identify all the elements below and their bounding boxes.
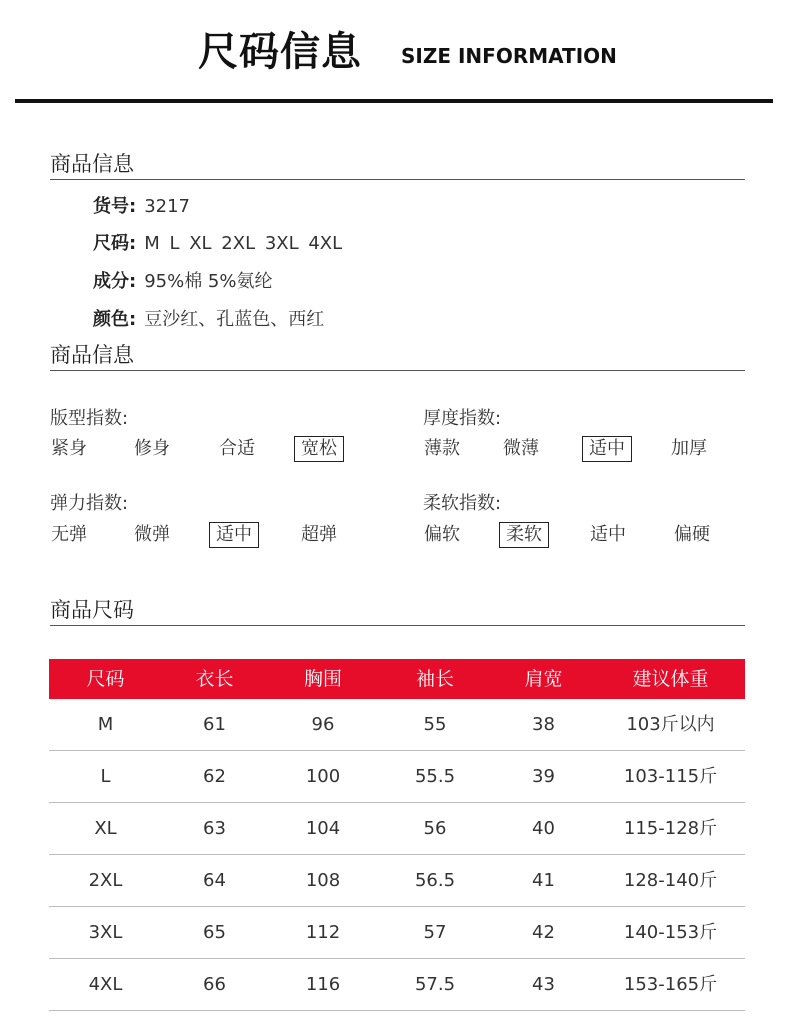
cell-length: 65: [203, 922, 226, 943]
fit-info-divider: [50, 370, 745, 371]
header-divider: [15, 99, 773, 103]
column-header-length: 衣长: [195, 668, 234, 690]
cell-shoulder: 39: [532, 766, 555, 787]
cell-sleeve: 57.5: [414, 974, 456, 995]
elasticity-index-title: 弹力指数:: [50, 493, 129, 514]
cell-size: L: [100, 766, 111, 787]
cell-shoulder: 42: [532, 922, 555, 943]
info-value: 豆沙红、孔蓝色、西红: [144, 309, 325, 330]
column-header-sleeve: 袖长: [415, 668, 454, 690]
fit-option-regular: 合适: [219, 438, 255, 459]
cell-chest: 104: [305, 818, 341, 839]
cell-size: XL: [94, 818, 117, 839]
cell-chest: 108: [305, 870, 341, 891]
cell-weight: 115-128斤: [623, 818, 718, 839]
cell-length: 64: [203, 870, 226, 891]
thickness-index-title: 厚度指数:: [423, 408, 502, 429]
softness-option-hard-leaning: 偏硬: [674, 524, 710, 545]
table-row: [49, 803, 745, 855]
info-label: 尺码:: [93, 233, 137, 254]
softness-option-soft-leaning: 偏软: [424, 524, 460, 545]
fit-option-slim: 修身: [134, 438, 170, 459]
size-table-header: [49, 659, 745, 699]
cell-weight: 103斤以内: [626, 714, 715, 735]
thickness-option-thin: 薄款: [424, 438, 460, 459]
cell-sleeve: 55: [423, 714, 447, 735]
softness-option-soft-selected: 柔软: [499, 522, 549, 548]
table-row: [49, 751, 745, 803]
cell-shoulder: 38: [532, 714, 555, 735]
elasticity-option-medium-selected: 适中: [209, 522, 259, 548]
table-row: [49, 907, 745, 959]
fit-option-tight: 紧身: [51, 438, 87, 459]
elasticity-option-none: 无弹: [51, 524, 87, 545]
cell-chest: 112: [305, 922, 341, 943]
size-table: [49, 659, 745, 1011]
fit-info-heading: 商品信息: [50, 343, 134, 367]
cell-sleeve: 55.5: [414, 766, 456, 787]
product-info-divider: [50, 179, 745, 180]
cell-chest: 100: [305, 766, 341, 787]
thickness-option-medium-selected: 适中: [582, 436, 632, 462]
column-header-shoulder: 肩宽: [524, 668, 563, 690]
info-value: 3217: [144, 196, 191, 217]
cell-sleeve: 57: [423, 922, 447, 943]
column-header-size: 尺码: [86, 668, 125, 690]
cell-chest: 116: [305, 974, 341, 995]
fit-index-title: 版型指数:: [50, 408, 129, 429]
info-colors: [93, 305, 324, 331]
cell-sleeve: 56.5: [414, 870, 456, 891]
softness-index-title: 柔软指数:: [423, 493, 502, 514]
info-label: 成分:: [93, 271, 137, 292]
table-row: [49, 699, 745, 751]
info-sizes: [93, 229, 342, 255]
elasticity-option-super: 超弹: [301, 524, 337, 545]
cell-chest: 96: [311, 714, 335, 735]
size-chart-divider: [50, 625, 745, 626]
cell-size: 2XL: [88, 870, 123, 891]
cell-shoulder: 43: [532, 974, 555, 995]
cell-size: M: [97, 714, 114, 735]
cell-length: 62: [203, 766, 226, 787]
cell-length: 63: [203, 818, 226, 839]
softness-option-medium: 适中: [590, 524, 626, 545]
page-title: 尺码信息: [198, 29, 362, 75]
info-value: M L XL 2XL 3XL 4XL: [144, 233, 343, 254]
info-label: 货号:: [93, 196, 137, 217]
cell-shoulder: 41: [532, 870, 555, 891]
fit-option-loose-selected: 宽松: [294, 436, 344, 462]
thickness-option-thick: 加厚: [671, 438, 707, 459]
product-info-heading: 商品信息: [50, 152, 134, 176]
cell-weight: 153-165斤: [623, 974, 718, 995]
info-material: [93, 267, 273, 293]
table-row: [49, 959, 745, 1011]
column-header-chest: 胸围: [303, 668, 342, 690]
cell-size: 4XL: [88, 974, 123, 995]
cell-sleeve: 56: [423, 818, 447, 839]
size-chart-heading: 商品尺码: [50, 598, 134, 622]
cell-weight: 140-153斤: [623, 922, 718, 943]
thickness-option-slightly-thin: 微薄: [503, 438, 539, 459]
table-row: [49, 855, 745, 907]
info-item-number: [93, 192, 190, 218]
column-header-weight: 建议体重: [632, 668, 709, 690]
info-label: 颜色:: [93, 309, 137, 330]
cell-length: 61: [203, 714, 226, 735]
page-title-english: SIZE INFORMATION: [401, 44, 617, 68]
elasticity-option-slight: 微弹: [134, 524, 170, 545]
cell-weight: 128-140斤: [623, 870, 718, 891]
cell-shoulder: 40: [532, 818, 555, 839]
info-value: 95%棉 5%氨纶: [144, 271, 273, 292]
cell-weight: 103-115斤: [623, 766, 718, 787]
cell-size: 3XL: [88, 922, 123, 943]
cell-length: 66: [203, 974, 226, 995]
